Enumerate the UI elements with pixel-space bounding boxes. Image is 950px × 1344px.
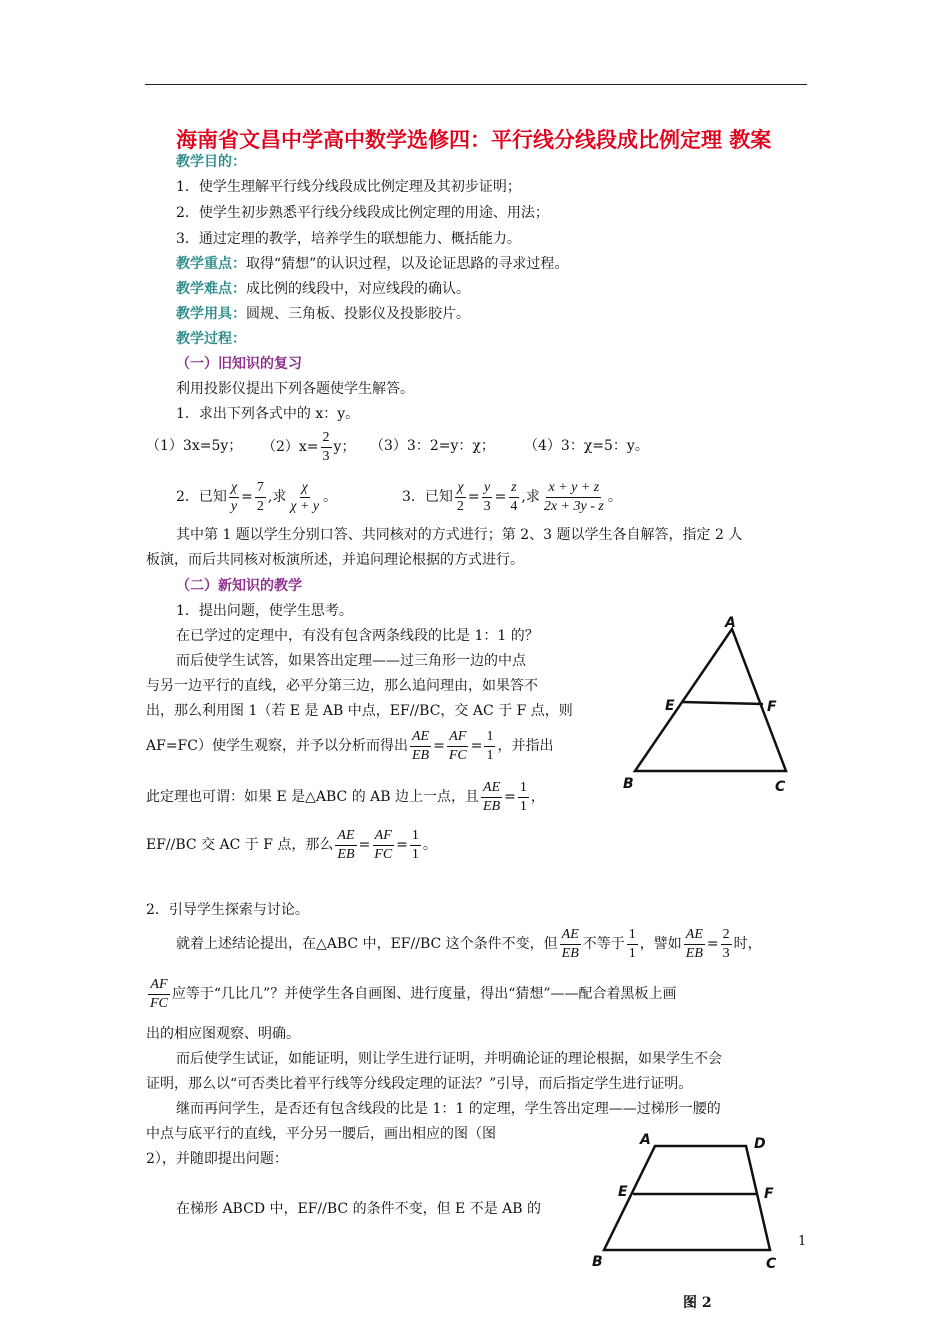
s1-note-line-1: 其中第 1 题以学生分别口答、共同核对的方式进行；第 2、3 题以学生各自解答，指定 2 人 (176, 527, 743, 543)
difficulty-text: 成比例的线段中，对应线段的确认。 (246, 281, 470, 297)
q3-frac-y-3: $\frac{y}{3}$ (483, 479, 491, 514)
s2-2-para-9: 在梯形 ABCD 中，EF//BC 的条件不变，但 E 不是 AB 的 (176, 1201, 541, 1217)
figure-1-triangle (615, 615, 805, 800)
tools-text: 圆规、三角板、投影仪及投影胶片。 (246, 306, 470, 322)
s2-2-para-4: 而后使学生试证，如能证明，则让学生进行证明，并明确论证的理论根据，如果学生不会 (176, 1051, 722, 1067)
frac-af-fc: $\frac{AF}{FC}$ (374, 827, 393, 862)
page-number: 1 (798, 1234, 807, 1249)
fig1-label-f: F (767, 699, 777, 715)
s2-2-para-6: 继而再问学生，是否还有包含线段的比是 1：1 的定理，学生答出定理——过梯形一腰的 (176, 1101, 721, 1117)
figure-2-caption: 图 2 (683, 1295, 712, 1311)
figure-2-trapezoid (588, 1128, 798, 1276)
section-2-heading: （二）新知识的教学 (176, 578, 302, 594)
difficulty-label: 教学难点： (176, 281, 246, 297)
page-title: 海南省文昌中学高中数学选修四：平行线分线段成比例定理 教案 (176, 128, 772, 152)
fraction-2-3: $\frac{2}{3}$ (322, 429, 330, 464)
tools-label: 教学用具： (176, 306, 246, 322)
s2-para-6: AF=FC）使学生观察，并予以分析而得出 $\frac{AE}{EB}$ = $\frac{AF}{FC}$ = $\frac{1}{1}$ ，并指出 (146, 728, 554, 763)
header-rule (145, 84, 807, 85)
s2-para-8: EF//BC 交 AC 于 F 点，那么 $\frac{AE}{EB}$ = $\frac{AF}{FC}$ = $\frac{1}{1}$ 。 (146, 827, 437, 862)
fig2-label-d: D (754, 1136, 766, 1152)
s2-para-5: 出，那么利用图 1（若 E 是 AB 中点，EF//BC，交 AC 于 F 点，则 (146, 703, 573, 719)
s2-2-para-5: 证明，那么以“可否类比着平行线等分线段定理的证法？”引导，而后指定学生进行证明。 (146, 1076, 693, 1092)
fig1-label-a: A (725, 615, 736, 631)
frac-ae-eb: $\frac{AE}{EB}$ (685, 926, 703, 961)
goal-3: 3．通过定理的教学，培养学生的联想能力、概括能力。 (176, 231, 521, 247)
s1-question-1: 1．求出下列各式中的 x：y。 (176, 406, 360, 422)
fig2-label-e: E (618, 1184, 628, 1200)
s2-2-para-8: 2），并随即提出问题： (146, 1151, 288, 1167)
frac-1-1: $\frac{1}{1}$ (486, 728, 494, 763)
fraction-2-3: $\frac{2}{3}$ (722, 926, 730, 961)
tools-row (176, 304, 470, 324)
s2-2-para-1: 就着上述结论提出，在△ABC 中，EF//BC 这个条件不变，但 $\frac{AE}{EB}$ 不等于 $\frac{1}{1}$ ，譬如 $\frac{AE}{EB}$ = $\frac{2}{3}$ 时， (176, 926, 762, 961)
process-label: 教学过程： (176, 331, 246, 347)
q3-frac-target: $\frac{x + y + z}{2x + 3y - z}$ (543, 479, 604, 514)
fig2-label-f: F (764, 1186, 774, 1202)
s2-2-para-3: 出的相应图观察、明确。 (146, 1026, 300, 1042)
s1-question-3: 3．已知 $\frac{\chi}{2}$ = $\frac{y}{3}$ = $\frac{z}{4}$ ,求 $\frac{x + y + z}{2x + 3y - z}$ 。 (402, 479, 622, 514)
goals-label: 教学目的： (176, 154, 246, 170)
frac-ae-eb: $\frac{AE}{EB}$ (561, 926, 579, 961)
goal-2: 2．使学生初步熟悉平行线分线段成比例定理的用途、用法； (176, 205, 549, 221)
fig1-label-c: C (775, 779, 786, 795)
s1-eq-1: （1）3x=5y； (146, 438, 243, 454)
s1-intro: 利用投影仪提出下列各题使学生解答。 (176, 381, 414, 397)
key-text: 取得“猜想”的认识过程，以及论证思路的寻求过程。 (246, 256, 569, 272)
frac-ae-eb: $\frac{AE}{EB}$ (411, 728, 430, 763)
frac-ae-eb: $\frac{AE}{EB}$ (337, 827, 355, 862)
s2-2-para-7: 中点与底平行的直线，平分另一腰后，画出相应的图（图 (146, 1126, 496, 1142)
q2-frac-target: $\frac{\chi}{\chi + y}$ (290, 479, 320, 514)
frac-ae-eb: $\frac{AE}{EB}$ (483, 779, 501, 814)
frac-1-1: $\frac{1}{1}$ (628, 926, 636, 961)
frac-af-fc: $\frac{AF}{FC}$ (150, 976, 168, 1011)
s2-para-7: 此定理也可谓：如果 E 是△ABC 的 AB 边上一点，且 $\frac{AE}{EB}$ = $\frac{1}{1}$ ， (146, 779, 545, 814)
fig2-label-b: B (592, 1254, 603, 1270)
s2-para-4: 与另一边平行的直线，必平分第三边，那么追问理由，如果答不 (146, 678, 538, 694)
s1-eq-2: （2）x= $\frac{2}{3}$ y； (262, 429, 356, 464)
key-row (176, 254, 568, 274)
fig1-label-b: B (623, 776, 634, 792)
s2-2-title: 2．引导学生探索与讨论。 (146, 902, 309, 918)
frac-af-fc: $\frac{AF}{FC}$ (448, 728, 467, 763)
s1-question-2: 2．已知 $\frac{\chi}{y}$ = $\frac{7}{2}$ ,求 $\frac{\chi}{\chi + y}$ 。 (176, 479, 338, 514)
goal-1: 1．使学生理解平行线分线段成比例定理及其初步证明； (176, 179, 521, 195)
fig2-label-a: A (640, 1132, 651, 1148)
frac-1-1: $\frac{1}{1}$ (519, 779, 527, 814)
s1-eq-4: （4）3：χ=5：y。 (524, 438, 649, 454)
s2-para-1: 1．提出问题，使学生思考。 (176, 603, 353, 619)
frac-1-1: $\frac{1}{1}$ (411, 827, 419, 862)
fig2-label-c: C (766, 1256, 777, 1272)
s1-eq-3: （3）3：2=y：χ； (370, 438, 495, 454)
section-1-heading: （一）旧知识的复习 (176, 356, 302, 372)
fig1-label-e: E (665, 698, 675, 714)
s2-para-3: 而后使学生试答，如果答出定理——过三角形一边的中点 (176, 653, 526, 669)
s2-para-2: 在已学过的定理中，有没有包含两条线段的比是 1：1 的？ (176, 628, 539, 644)
difficulty-row (176, 279, 470, 299)
s2-2-para-2: $\frac{AF}{FC}$ 应等于“几比几”？并使学生各自画图、进行度量，得出“猜想”——配合着黑板上画 (150, 976, 677, 1011)
key-label: 教学重点： (176, 256, 246, 272)
q3-frac-z-4: $\frac{z}{4}$ (510, 479, 518, 514)
q2-frac-x-y: $\frac{\chi}{y}$ (230, 479, 238, 514)
s1-note-line-2: 板演，而后共同核对板演所述，并追问理论根据的方式进行。 (146, 552, 524, 568)
q2-frac-7-2: $\frac{7}{2}$ (256, 479, 264, 514)
q3-frac-x-2: $\frac{\chi}{2}$ (456, 479, 464, 514)
